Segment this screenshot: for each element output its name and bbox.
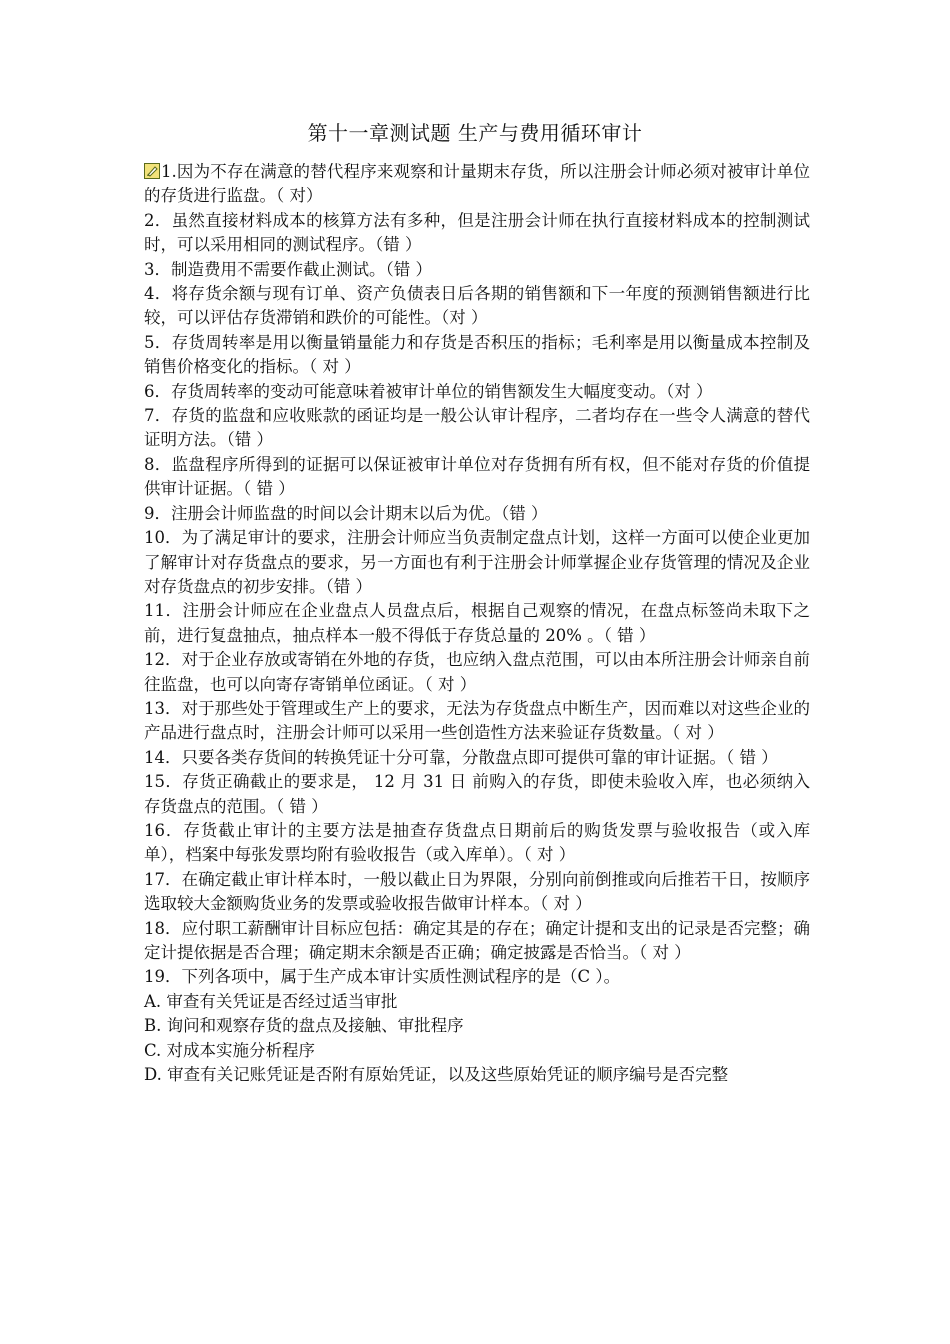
question-item: 3．制造费用不需要作截止测试。（错 ） <box>144 259 432 279</box>
question-item: 4．将存货余额与现有订单、资产负债表日后各期的销售额和下一年度的预测销售额进行比较，可以评估存货滞销和跌价的可能性。（对 ） <box>144 284 810 328</box>
question-item: 2．虽然直接材料成本的核算方法有多种，但是注册会计师在执行直接材料成本的控制测试时，可以采用相同的测试程序。（错 ） <box>144 210 810 255</box>
edit-note-icon <box>144 162 160 178</box>
option-d: D. 审查有关记账凭证是否附有原始凭证，以及这些原始凭证的顺序编号是否完整 <box>144 1065 729 1085</box>
question-item <box>144 160 810 209</box>
option-c: C. 对成本实施分析程序 <box>144 1040 316 1060</box>
question-item: 5．存货周转率是用以衡量销量能力和存货是否积压的指标；毛利率是用以衡量成本控制及销售价格变化的指标。（ 对 ） <box>144 332 810 377</box>
question-item: 18．应付职工薪酬审计目标应包括：确定其是的存在；确定计提和支出的记录是否完整；确定计提依据是否合理；确定期末余额是否正确；确定披露是否恰当。（ 对 ） <box>144 918 810 962</box>
question-list <box>144 160 810 1087</box>
question-item: 8．监盘程序所得到的证据可以保证被审计单位对存货拥有所有权，但不能对存货的价值提供审计证据。（ 错 ） <box>144 454 810 499</box>
page-title: 第十一章测试题 生产与费用循环审计 <box>307 121 643 145</box>
question-item: 6．存货周转率的变动可能意味着被审计单位的销售额发生大幅度变动。（对 ） <box>144 381 713 401</box>
question-item: 16．存货截止审计的主要方法是抽查存货盘点日期前后的购货发票与验收报告（或入库单），档案中每张发票均附有验收报告（或入库单）。（ 对 ） <box>144 820 810 865</box>
question-item: 7．存货的监盘和应收账款的函证均是一般公认审计程序，二者均存在一些令人满意的替代证明方法。（错 ） <box>144 406 810 450</box>
question-item: 17．在确定截止审计样本时，一般以截止日为界限，分别向前倒推或向后推若干日，按顺序选取较大金额购货业务的发票或验收报告做审计样本。（ 对 ） <box>144 869 810 914</box>
question-item: 10．为了满足审计的要求，注册会计师应当负责制定盘点计划，这样一方面可以使企业更加了解审计对存货盘点的要求，另一方面也有利于注册会计师掌握企业存货管理的情况及企业对存货盘点的初步安排。（错 ） <box>144 528 810 596</box>
question-text: 1.因为不存在满意的替代程序来观察和计量期末存货，所以注册会计师必须对被审计单位的存货进行监盘。（ 对） <box>144 162 810 206</box>
question-item: 11．注册会计师应在企业盘点人员盘点后，根据自己观察的情况，在盘点标签尚未取下之前，进行复盘抽点，抽点样本一般不得低于存货总量的 20% 。（ 错 ） <box>144 601 810 645</box>
question-item: 15．存货正确截止的要求是， 12 月 31 日 前购入的存货，即使未验收入库，也必须纳入存货盘点的范围。（ 错 ） <box>144 772 810 816</box>
question-item: 12．对于企业存放或寄销在外地的存货，也应纳入盘点范围，可以由本所注册会计师亲自前往监盘，也可以向寄存寄销单位函证。（ 对 ） <box>144 650 810 694</box>
option-b: B. 询问和观察存货的盘点及接触、审批程序 <box>144 1016 464 1036</box>
question-item: 9．注册会计师监盘的时间以会计期末以后为优。（错 ） <box>144 503 548 523</box>
question-item: 19．下列各项中，属于生产成本审计实质性测试程序的是（C ）。 <box>144 967 621 987</box>
question-item: 14．只要各类存货间的转换凭证十分可靠，分散盘点即可提供可靠的审计证据。（ 错 ） <box>144 747 778 767</box>
question-item: 13．对于那些处于管理或生产上的要求，无法为存货盘点中断生产，因而难以对这些企业的产品进行盘点时，注册会计师可以采用一些创造性方法来验证存货数量。（ 对 ） <box>144 698 810 743</box>
option-a: A. 审查有关凭证是否经过适当审批 <box>144 991 398 1011</box>
